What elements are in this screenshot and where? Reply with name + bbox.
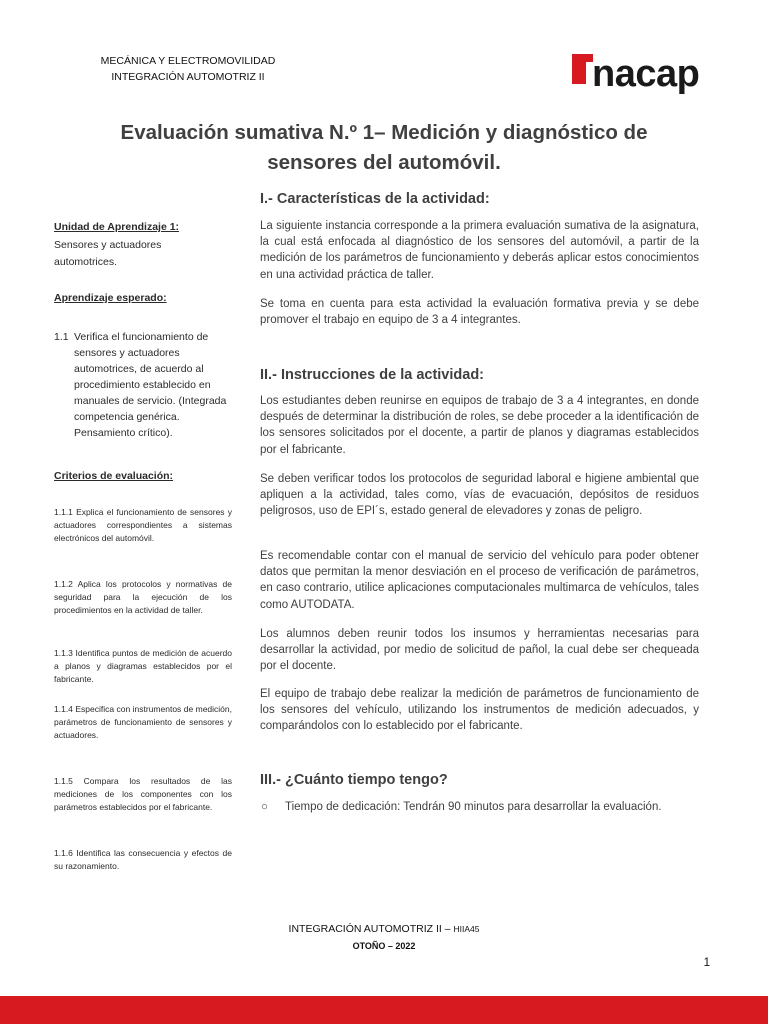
criterion-item: 1.1.6 Identifica las consecuencia y efectos de su razonamiento. (54, 848, 232, 871)
criterion-item: 1.1.2 Aplica los protocolos y normativas de seguridad para la ejecución de los procedimientos en la actividad de taller. (54, 579, 232, 615)
section-1-heading: I.- Características de la actividad: (260, 191, 490, 207)
section-3-heading: III.- ¿Cuánto tiempo tengo? (260, 772, 448, 788)
criterion-item: 1.1.5 Compara los resultados de las mediciones de los componentes con los parámetros establecidos por el fabricante. (54, 776, 232, 812)
document-header (0, 53, 376, 85)
section-2-heading: II.- Instrucciones de la actividad: (260, 367, 485, 383)
section-1-paragraph: La siguiente instancia corresponde a la primera evaluación sumativa de la asignatura, la cual está enfocada al diagnóstico de los sensores del automóvil, a partir de la medición de los parámetros de funcionamiento y deberás aplicar estos conocimientos en una actividad práctica de taller. (260, 220, 699, 281)
time-bullet (260, 801, 699, 813)
criterion-item: 1.1.1 Explica el funcionamiento de sensores y actuadores correspondientes a sistemas electrónicos del automóvil. (54, 507, 232, 543)
bullet-circle-icon: ○ (261, 801, 268, 813)
logo-text: nacap (592, 53, 700, 94)
page-number: 1 (703, 957, 710, 969)
section-2-paragraph: El equipo de trabajo debe realizar la medición de parámetros de funcionamiento de los sensores del vehículo, utilizando los instrumentos de medición adecuados, y comparándolos con lo establecido por el fabricante. (260, 688, 699, 733)
header-department: MECÁNICA Y ELECTROMOVILIDAD (100, 55, 276, 67)
criteria-heading: Criterios de evaluación: (54, 470, 174, 482)
footer-term: OTOÑO – 2022 (352, 941, 416, 951)
criterion-item: 1.1.3 Identifica puntos de medición de acuerdo a planos y diagramas establecidos por el fabricante. (54, 648, 232, 684)
footer-course-code: HIIA45 (453, 924, 480, 934)
learning-outcome-text: Verifica el funcionamiento de sensores y actuadores automotrices, de acuerdo al procedimiento establecido en manuales de servicio. (Integrada competencia genérica. Pensamiento crítico). (74, 331, 227, 439)
section-2-paragraph: Se deben verificar todos los protocolos de seguridad laboral e higiene ambiental que apliquen a la actividad, tales como, vías de evacuación, depósitos de residuos peligrosos, uso de EPI´s, estado general de elevadores y zonas de peligro. (260, 473, 699, 518)
document-title (40, 118, 728, 178)
section-1-paragraph: Se toma en cuenta para esta actividad la evaluación formativa previa y se debe promover el trabajo en equipo de 3 a 4 integrantes. (260, 298, 699, 327)
title-line-1: Evaluación sumativa N.º 1– Medición y diagnóstico de (120, 121, 648, 144)
footer-course-line (0, 923, 768, 935)
criterion-item: 1.1.4 Especifica con instrumentos de medición, parámetros de funcionamiento de sensores y actuadores. (54, 704, 232, 740)
header-course: INTEGRACIÓN AUTOMOTRIZ II (111, 71, 265, 83)
learning-outcome (54, 329, 232, 441)
title-line-2: sensores del automóvil. (267, 151, 501, 174)
unit-text: Sensores y actuadores automotrices. (54, 239, 162, 268)
footer-red-bar (0, 996, 768, 1024)
learning-heading: Aprendizaje esperado: (54, 292, 167, 304)
section-2-paragraph: Los alumnos deben reunir todos los insumos y herramientas necesarias para desarrollar la actividad, por medio de solicitud de pañol, la cual debe ser chequeada por el docente. (260, 628, 699, 673)
section-2-paragraph: Es recomendable contar con el manual de servicio del vehículo para poder obtener datos que permitan la menor desviación en el proceso de verificación de parámetros, en caso contrario, utilice aplicaciones computacionales multimarca de vehículos, tales como AUTODATA. (260, 550, 699, 611)
section-2-paragraph: Los estudiantes deben reunirse en equipos de trabajo de 3 a 4 integrantes, en donde después de determinar la distribución de roles, se debe proceder a la identificación de los sensores solicitados por el docente, a partir de planos y diagramas establecidos por el fabricante. (260, 395, 699, 456)
footer-course: INTEGRACIÓN AUTOMOTRIZ II – (288, 923, 454, 935)
unit-heading: Unidad de Aprendizaje 1: (54, 221, 180, 233)
time-bullet-text: Tiempo de dedicación: Tendrán 90 minutos para desarrollar la evaluación. (285, 801, 662, 813)
inacap-logo (571, 50, 711, 94)
learning-outcome-number: 1.1 (54, 331, 69, 343)
